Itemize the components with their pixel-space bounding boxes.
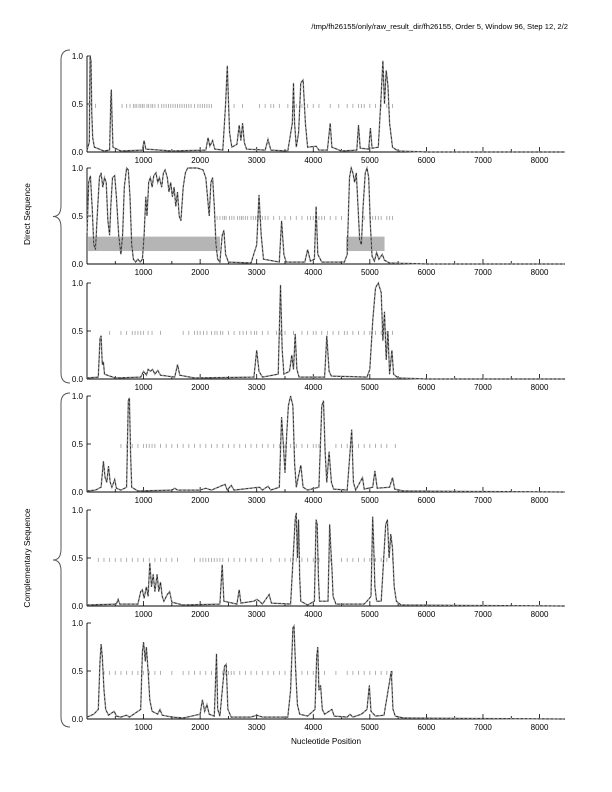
svg-text:7000: 7000 <box>474 156 492 165</box>
svg-text:0.5: 0.5 <box>71 667 83 676</box>
svg-text:0.5: 0.5 <box>71 440 83 449</box>
svg-text:1000: 1000 <box>134 156 153 165</box>
svg-text:1.0: 1.0 <box>71 279 83 288</box>
svg-text:3000: 3000 <box>247 268 266 277</box>
panel-plot-direct-3 <box>0 273 612 395</box>
svg-text:7000: 7000 <box>474 496 492 505</box>
svg-text:2000: 2000 <box>191 723 210 732</box>
direct-sequence-label: Direct Sequence <box>22 183 32 245</box>
complementary-sequence-label: Complementary Sequence <box>22 508 32 608</box>
svg-text:4000: 4000 <box>304 610 323 619</box>
svg-text:1000: 1000 <box>134 383 153 392</box>
panel-plot-direct-1 <box>0 46 612 168</box>
svg-text:3000: 3000 <box>247 610 266 619</box>
svg-text:8000: 8000 <box>530 610 549 619</box>
svg-text:4000: 4000 <box>304 268 323 277</box>
svg-text:1000: 1000 <box>134 268 153 277</box>
svg-text:0.5: 0.5 <box>71 212 83 221</box>
svg-text:0.0: 0.0 <box>71 488 83 497</box>
svg-text:5000: 5000 <box>360 156 379 165</box>
svg-text:8000: 8000 <box>530 383 549 392</box>
svg-text:2000: 2000 <box>191 268 210 277</box>
svg-text:3000: 3000 <box>247 723 266 732</box>
svg-text:1000: 1000 <box>134 723 153 732</box>
svg-text:7000: 7000 <box>474 610 492 619</box>
svg-text:1.0: 1.0 <box>71 164 83 173</box>
svg-text:0.0: 0.0 <box>71 602 83 611</box>
svg-text:5000: 5000 <box>360 496 379 505</box>
svg-text:2000: 2000 <box>191 610 210 619</box>
svg-text:7000: 7000 <box>474 383 492 392</box>
svg-text:6000: 6000 <box>417 156 436 165</box>
svg-text:8000: 8000 <box>530 156 549 165</box>
svg-text:1000: 1000 <box>134 610 153 619</box>
svg-text:2000: 2000 <box>191 156 210 165</box>
svg-text:8000: 8000 <box>530 496 549 505</box>
svg-text:0.0: 0.0 <box>71 260 83 269</box>
panel-plot-direct-2 <box>0 158 612 280</box>
svg-text:6000: 6000 <box>417 268 436 277</box>
panel-plot-complementary-1 <box>0 386 612 508</box>
svg-text:8000: 8000 <box>530 268 549 277</box>
svg-text:4000: 4000 <box>304 496 323 505</box>
svg-text:6000: 6000 <box>417 723 436 732</box>
page-title: /tmp/fh26155/only/raw_result_dir/fh26155, Order 5, Window 96, Step 12, 2/2 <box>311 22 568 31</box>
svg-text:0.5: 0.5 <box>71 100 83 109</box>
svg-text:1000: 1000 <box>134 496 153 505</box>
svg-text:5000: 5000 <box>360 723 379 732</box>
x-axis-title: Nucleotide Position <box>290 737 362 746</box>
svg-text:8000: 8000 <box>530 723 549 732</box>
svg-text:0.0: 0.0 <box>71 148 83 157</box>
svg-text:0.5: 0.5 <box>71 554 83 563</box>
svg-text:0.5: 0.5 <box>71 327 83 336</box>
svg-text:0.0: 0.0 <box>71 715 83 724</box>
svg-text:6000: 6000 <box>417 610 436 619</box>
svg-text:2000: 2000 <box>191 383 210 392</box>
svg-text:4000: 4000 <box>304 156 323 165</box>
svg-text:7000: 7000 <box>474 268 492 277</box>
svg-text:5000: 5000 <box>360 610 379 619</box>
svg-text:2000: 2000 <box>191 496 210 505</box>
svg-text:1.0: 1.0 <box>71 52 83 61</box>
panel-plot-complementary-2 <box>0 500 612 622</box>
svg-text:3000: 3000 <box>247 156 266 165</box>
svg-text:4000: 4000 <box>304 383 323 392</box>
complementary-group-brace <box>0 0 90 792</box>
svg-text:0.0: 0.0 <box>71 375 83 384</box>
svg-text:5000: 5000 <box>360 383 379 392</box>
svg-text:1.0: 1.0 <box>71 619 83 628</box>
svg-text:3000: 3000 <box>247 496 266 505</box>
direct-group-brace <box>0 0 90 792</box>
svg-text:4000: 4000 <box>304 723 323 732</box>
panel-plot-complementary-3 <box>0 613 612 735</box>
svg-text:6000: 6000 <box>417 496 436 505</box>
svg-text:3000: 3000 <box>247 383 266 392</box>
svg-text:1.0: 1.0 <box>71 506 83 515</box>
svg-text:7000: 7000 <box>474 723 492 732</box>
svg-text:1.0: 1.0 <box>71 392 83 401</box>
svg-text:5000: 5000 <box>360 268 379 277</box>
svg-text:6000: 6000 <box>417 383 436 392</box>
